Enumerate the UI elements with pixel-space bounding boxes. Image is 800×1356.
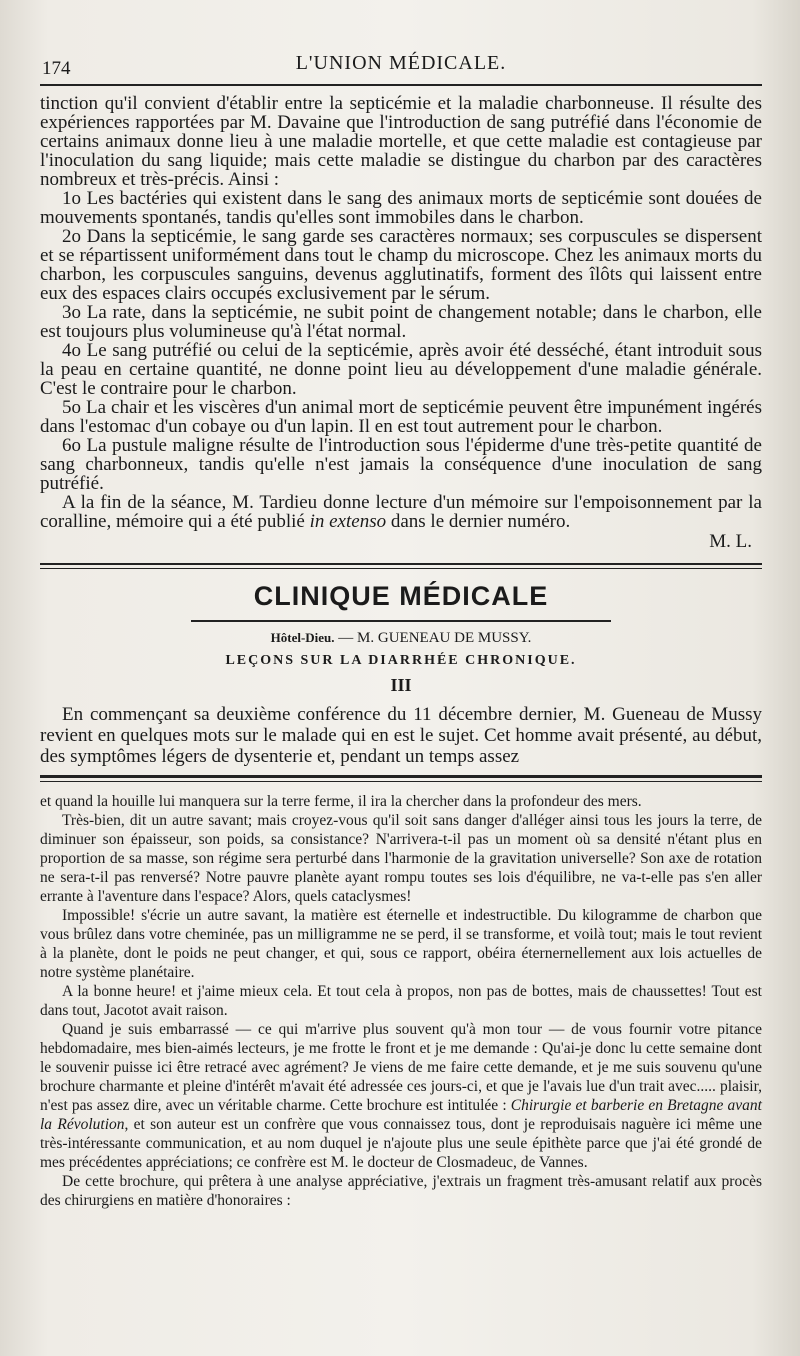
feuilleton-paragraph: et quand la houille lui manquera sur la terre ferme, il ira la chercher dans la profondeur des mers. [40, 793, 642, 810]
section-title-rule [191, 620, 611, 622]
feuilleton-section [40, 792, 762, 1210]
closing-text-start: A la fin de la séance, M. Tardieu donne lecture d'un mémoire sur l'empoisonnement par la coralline, mémoire qui a été publié [40, 492, 762, 532]
list-item-1: 1o Les bactéries qui existent dans le sang des animaux morts de septicémie sont douées de mouvements spontanés, tandis qu'elles sont immobiles dans le charbon. [40, 188, 762, 228]
signature: M. L. [709, 531, 752, 552]
section-divider [40, 563, 762, 569]
feuilleton-text-end: , et son auteur est un confrère que vous connaissez tous, dont je reproduisais naguère ici même une très-intéressante communication, et au nom duquel je n'ajoute plus une seule épithète parce que j'ai été grondé de mes précédentes appréciations; ce confrère est M. le docteur de Closmadeuc, de Vannes. [40, 1116, 762, 1171]
closing-paragraph [40, 493, 762, 531]
closing-italic: in extenso [309, 511, 387, 532]
hospital-name: Hôtel-Dieu. [270, 630, 335, 645]
clinique-section [40, 581, 762, 767]
paragraph-continuation: tinction qu'il convient d'établir entre la septicémie et la maladie charbonneuse. Il résulte des expériences rapportées par M. Davaine que l'introduction de sang putréfié dans l'économie de certains animaux donne lieu à une maladie mortelle, et que cette maladie est contagieuse par l'inoculation du sang liquide; mais cette maladie se distingue du charbon par des caractères nombreux et très-précis. Ainsi : [40, 93, 762, 190]
feuilleton-paragraph: Très-bien, dit un autre savant; mais croyez-vous qu'il soit sans danger d'alléger ainsi tous les jours la terre, de diminuer son épaisseur, son poids, sa consistance? N'arrivera-t-il pas un moment où sa densité n'étant plus en proportion de sa masse, son régime sera perturbé dans l'harmonie de la gravitation universelle? Son axe de rotation ne sera-t-il pas renversé? Notre pauvre planète ayant rompu toutes ses lois d'équilibre, ne va-t-elle pas s'en aller errante à l'aventure dans l'espace? Alors, quels cataclysmes! [40, 812, 762, 905]
lecture-number: III [390, 675, 412, 695]
header-rule [40, 84, 762, 86]
lecturer-name: — M. GUENEAU DE MUSSY. [334, 630, 532, 646]
lecture-title: LEÇONS SUR LA DIARRHÉE CHRONIQUE. [225, 653, 577, 668]
section-title: CLINIQUE MÉDICALE [253, 581, 549, 611]
feuilleton-text-start: Quand je suis embarrassé — ce qui m'arrive plus souvent qu'à mon tour — de vous fournir votre pitance hebdomadaire, mes bien-aimés lecteurs, je me frotte le front et je me demande : Qu'ai-je donc lu cette semaine dont le souvenir puisse ici être retracé avec agrément? Je viens de me faire cette demande, et je me suis souvenu qu'une brochure charmante et pleine d'intérêt m'avait été adressée ces jours-ci, et que je l'avais lue d'un trait avec..... plaisir, n'est pas assez dire, avec un véritable charme. Cette brochure est intitulée : [40, 1021, 762, 1114]
feuilleton-paragraph: A la bonne heure! et j'aime mieux cela. Et tout cela à propos, non pas de bottes, mais de chaussettes! Tout est dans tout, Jacotot avait raison. [40, 983, 762, 1019]
feuilleton-paragraph [40, 1020, 762, 1172]
list-item-5: 5o La chair et les viscères d'un animal mort de septicémie peuvent être impunément ingérés dans l'estomac d'un cobaye ou d'un lapin. Il en est tout autrement pour le charbon. [40, 397, 762, 437]
list-item-4: 4o Le sang putréfié ou celui de la septicémie, après avoir été desséché, étant introduit sous la peau en certaine quantité, ne donne point lieu au développement d'une maladie générale. C'est le contraire pour le charbon. [40, 340, 762, 399]
closing-text-end: dans le dernier numéro. [386, 511, 571, 532]
lecture-location [40, 630, 762, 647]
running-head [40, 34, 762, 79]
feuilleton-paragraph: De cette brochure, qui prêtera à une analyse appréciative, j'extrais un fragment très-amusant relatif aux procès des chirurgiens en matière d'honoraires : [40, 1173, 762, 1209]
brochure-title: Chirurgie et barberie en Bretagne avant la Révolution [40, 1097, 762, 1133]
feuilleton-paragraph: Impossible! s'écrie un autre savant, la matière est éternelle et indestructible. Du kilogramme de charbon que vous brûlez dans votre cheminée, pas un milligramme ne se perd, il se transforme, et voilà tout; mais le tout revient à la planète, dont le poids ne peut changer, et qui, sous ce rapport, obéira éternernellement aux lois actuelles de notre système planétaire. [40, 907, 762, 981]
list-item-2: 2o Dans la septicémie, le sang garde ses caractères normaux; ses corpuscules se dispersent et se répartissent uniformément dans tout le champ du microscope. Chez les animaux morts du charbon, les corpuscules sanguins, devenus agglutinatifs, forment des îlôts qui laissent entre eux des espaces clairs occupés exclusivement par le sérum. [40, 226, 762, 304]
list-item-3: 3o La rate, dans la septicémie, ne subit point de changement notable; dans le charbon, elle est toujours plus volumineuse qu'à l'état normal. [40, 302, 762, 342]
lecture-intro: En commençant sa deuxième conférence du 11 décembre dernier, M. Gueneau de Mussy revient en quelques mots sur le malade qui en est le sujet. Cet homme avait présenté, au début, des symptômes légers de dysenterie et, pendant un temps assez [40, 704, 762, 767]
page-number: 174 [42, 58, 71, 79]
feuilleton-divider [40, 775, 762, 782]
list-item-6: 6o La pustule maligne résulte de l'introduction sous l'épiderme d'une très-petite quantité de sang charbonneux, tandis qu'elle n'est jamais la conséquence d'une inoculation de sang putréfié. [40, 435, 762, 494]
running-title: L'UNION MÉDICALE. [295, 52, 507, 74]
society-report [40, 94, 762, 553]
